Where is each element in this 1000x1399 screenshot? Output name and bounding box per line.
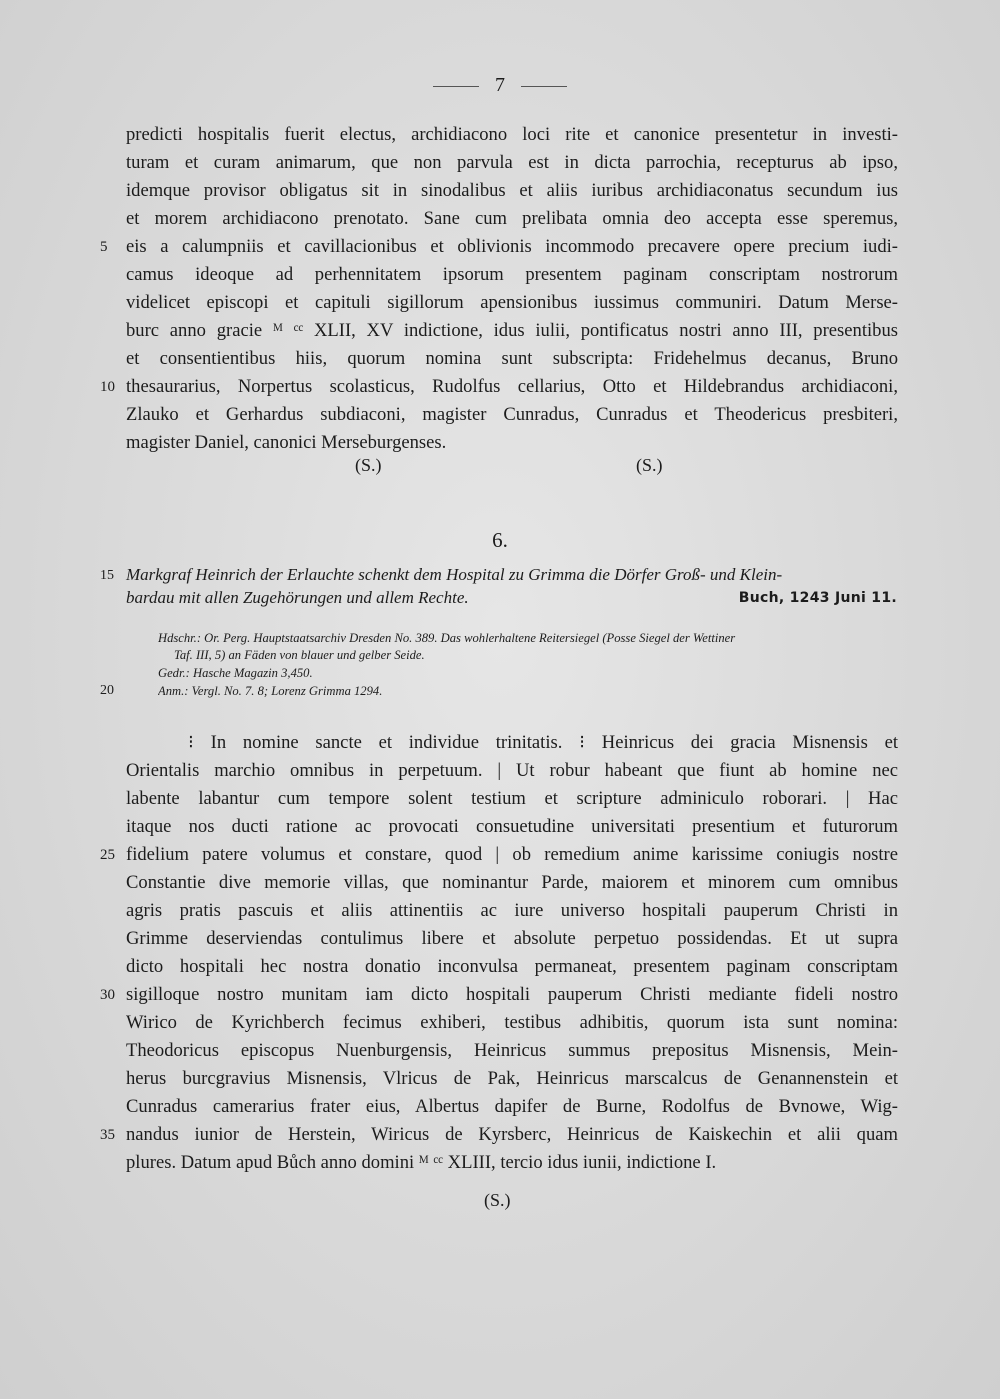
- page-number: [0, 74, 1000, 97]
- text-bottom-line: nandus iunior de Herstein, Wiricus de Kyrsberc, Heinricus de Kaiskechin et alii quam: [126, 1124, 898, 1145]
- text-bottom-line: Cunradus camerarius frater eius, Albertus dapifer de Burne, Rodolfus de Bvnowe, Wig-: [126, 1096, 898, 1117]
- apparatus-note: Gedr.: Hasche Magazin 3,450.: [158, 666, 313, 680]
- text-bottom-line: itaque nos ducti ratione ac provocati consuetudine universitati presentium et futurorum: [126, 816, 898, 837]
- regest-date: Buch, 1243 Juni 11.: [738, 590, 897, 606]
- page-number-rule-right: [521, 86, 567, 87]
- text-top-line: magister Daniel, canonici Merseburgenses.: [126, 432, 447, 453]
- regest-line: bardau mit allen Zugehörungen und allem Rechte.: [126, 588, 469, 607]
- page-number-rule-left: [433, 86, 479, 87]
- text-top-line: idemque provisor obligatus sit in sinodalibus et aliis iuribus archidiaconatus secundum ius: [126, 180, 898, 201]
- seal-mark: (S.): [355, 455, 382, 475]
- text-bottom-line: Constantie dive memorie villas, que nominantur Parde, maiorem et minorem cum omnibus: [126, 872, 898, 893]
- line-number: 5: [100, 239, 108, 255]
- text-bottom-line: Orientalis marchio omnibus in perpetuum. | Ut robur habeant que fiunt ab homine nec: [126, 760, 898, 781]
- line-number: 25: [100, 847, 115, 863]
- text-bottom-line: Wirico de Kyrichberch fecimus exhiberi, testibus adhibitis, quorum ista sunt nomina:: [126, 1012, 898, 1033]
- text-top-line: videlicet episcopi et capituli sigillorum apensionibus iussimus communiri. Datum Merse-: [126, 292, 898, 313]
- apparatus-note: Hdschr.: Or. Perg. Hauptstaatsarchiv Dresden No. 389. Das wohlerhaltene Reitersiegel (Posse Siegel der Wettiner: [158, 631, 736, 645]
- text-top-line: et morem archidiacono prenotato. Sane cum prelibata omnia deo accepta esse speremus,: [126, 208, 898, 229]
- apparatus-note: Taf. III, 5) an Fäden von blauer und gelber Seide.: [174, 648, 425, 662]
- text-bottom-line: fidelium patere volumus et constare, quod | ob remedium anime karissime coniugis nostre: [126, 844, 898, 865]
- line-number: 35: [100, 1127, 115, 1143]
- seal-mark: (S.): [484, 1190, 511, 1210]
- text-top-line: et consentientibus hiis, quorum nomina sunt subscripta: Fridehelmus decanus, Bruno: [126, 348, 898, 369]
- text-bottom-line: dicto hospitali hec nostra donatio inconvulsa permaneat, presentem paginam conscriptam: [126, 956, 898, 977]
- text-bottom-line: Theodoricus episcopus Nuenburgensis, Heinricus summus prepositus Misnensis, Mein-: [126, 1040, 898, 1061]
- text-top-line: Zlauko et Gerhardus subdiaconi, magister Cunradus, Cunradus et Theodericus presbiteri,: [126, 404, 898, 425]
- line-number: 15: [100, 568, 114, 583]
- apparatus-note: Anm.: Vergl. No. 7. 8; Lorenz Grimma 1294.: [158, 684, 383, 698]
- text-top-line: turam et curam animarum, que non parvula est in dicta parrochia, recepturus ab ipso,: [126, 152, 898, 173]
- text-bottom-line: herus burcgravius Misnensis, Vlricus de Pak, Heinricus marscalcus de Genannenstein et: [126, 1068, 898, 1089]
- text-top-line: camus ideoque ad perhennitatem ipsorum presentem paginam conscriptam nostrorum: [126, 264, 898, 285]
- seal-mark: (S.): [636, 455, 663, 475]
- document-number: 6.: [492, 528, 508, 552]
- text-bottom-line: labente labantur cum tempore solent testium et scripture adminiculo roborari. | Hac: [126, 788, 898, 809]
- text-bottom-line: sigilloque nostro munitam iam dicto hospitali pauperum Christi mediante fideli nostro: [126, 984, 898, 1005]
- line-number: 30: [100, 987, 115, 1003]
- text-bottom-line: ⁝ In nomine sancte et individue trinitatis. ⁝ Heinricus dei gracia Misnensis et: [188, 732, 898, 753]
- line-number: 10: [100, 379, 115, 395]
- line-number: 20: [100, 683, 114, 698]
- text-top-line: thesaurarius, Norpertus scolasticus, Rudolfus cellarius, Otto et Hildebrandus archidiaconi,: [126, 376, 898, 397]
- text-bottom-line: Grimme deserviendas contulimus libere et absolute perpetuo possidendas. Et ut supra: [126, 928, 898, 949]
- text-top-line: eis a calumpniis et cavillacionibus et oblivionis incommodo precavere opere precium iudi-: [126, 236, 898, 257]
- text-top-line: burc anno gracie ᴹ ᶜᶜ XLII, XV indictione, idus iulii, pontificatus nostri anno III, presentibus: [126, 320, 898, 341]
- page-number-text: 7: [495, 74, 505, 96]
- regest-line: Markgraf Heinrich der Erlauchte schenkt dem Hospital zu Grimma die Dörfer Groß- und Klein-: [126, 565, 783, 584]
- text-top-line: predicti hospitalis fuerit electus, archidiacono loci rite et canonice presentetur in investi-: [126, 124, 898, 145]
- text-bottom-line: agris pratis pascuis et aliis attinentiis ac iure universo hospitali pauperum Christi in: [126, 900, 898, 921]
- text-bottom-line: plures. Datum apud Bůch anno domini ᴹ ᶜᶜ XLIII, tercio idus iunii, indictione I.: [126, 1152, 717, 1173]
